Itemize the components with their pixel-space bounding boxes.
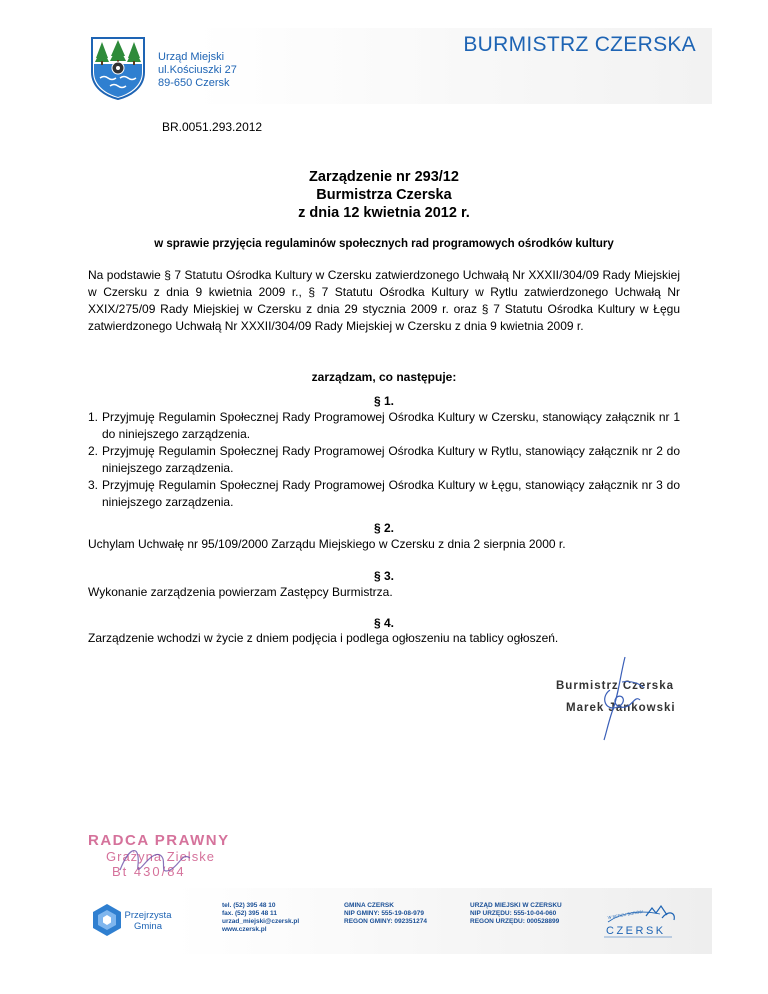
footer-website: www.czersk.pl xyxy=(222,926,267,933)
footer-urzad-nip: NIP URZĘDU: 555-10-04-060 xyxy=(470,910,557,917)
section-4-heading: § 4. xyxy=(373,616,394,630)
list-item xyxy=(88,409,680,443)
czersk-logo-arc: W SERCU BORÓW xyxy=(607,908,644,920)
czersk-logo-icon xyxy=(602,904,682,940)
letterhead-title: BURMISTRZ CZERSKA xyxy=(463,33,696,56)
badge-line-2: Gmina xyxy=(134,921,162,932)
section-1-points xyxy=(88,409,680,511)
footer-fax: fax. (52) 395 48 11 xyxy=(222,910,277,917)
point-number: 1. xyxy=(88,410,99,424)
stamp-signature-icon xyxy=(110,840,200,885)
footer-phone: tel. (52) 395 48 10 xyxy=(222,902,276,909)
section-1-heading: § 1. xyxy=(373,394,394,408)
czersk-logo-text: CZERSK xyxy=(606,925,666,937)
stamp-name: Grażyna Zielske xyxy=(106,849,215,864)
section-3-heading: § 3. xyxy=(373,569,394,583)
transparent-gmina-logo-icon xyxy=(90,902,124,938)
title-line-3: z dnia 12 kwietnia 2012 r. xyxy=(298,205,470,221)
footer-urzad-regon: REGON URZĘDU: 000528899 xyxy=(470,918,560,925)
list-item xyxy=(88,477,680,511)
reference-number: BR.0051.293.2012 xyxy=(162,120,263,134)
section-2-text: Uchylam Uchwałę nr 95/109/2000 Zarządu Miejskiego w Czersku z dnia 2 sierpnia 2000 r. xyxy=(88,537,566,551)
office-street: ul.Kościuszki 27 xyxy=(158,64,237,76)
point-number: 3. xyxy=(88,478,99,492)
section-4-text: Zarządzenie wchodzi w życie z dniem podjęcia i podlega ogłoszeniu na tablicy ogłoszeń. xyxy=(88,631,559,645)
title-line-1: Zarządzenie nr 293/12 xyxy=(309,169,459,185)
office-city: 89-650 Czersk xyxy=(158,77,230,89)
point-text: Przyjmuję Regulamin Społecznej Rady Programowej Ośrodka Kultury w Czersku, stanowiący załącznik nr 1 do niniejszego zarządzenia. xyxy=(102,410,680,441)
section-3-text: Wykonanie zarządzenia powierzam Zastępcy Burmistrza. xyxy=(88,585,393,599)
point-text: Przyjmuję Regulamin Społecznej Rady Programowej Ośrodka Kultury w Rytlu, stanowiący załącznik nr 2 do niniejszego zarządzenia. xyxy=(102,444,680,475)
footer-urzad-name: URZĄD MIEJSKI W CZERSKU xyxy=(470,902,562,909)
transparent-gmina-label xyxy=(120,910,176,932)
footer-gmina-regon: REGON GMINY: 092351274 xyxy=(344,918,427,925)
point-text: Przyjmuję Regulamin Społecznej Rady Programowej Ośrodka Kultury w Łęgu, stanowiący załącznik nr 3 do niniejszego zarządzenia. xyxy=(102,478,680,509)
section-2-heading: § 2. xyxy=(373,521,394,535)
legal-basis: Na podstawie § 7 Statutu Ośrodka Kultury w Czersku zatwierdzonego Uchwałą Nr XXXII/304/09 Rady Miejskiej w Czersku z dnia 9 kwietnia 2009 r., § 7 Statutu Ośrodka Kultury w Rytlu zatwierdzonego Uchwałą Nr XXIX/275/09 Rady Miejskiej w Czersku z dnia 29 stycznia 2009 r. oraz § 7 Statutu Ośrodka Kultury w Łęgu zatwierdzonego Uchwałą Nr XXXII/304/09 Rady Miejskiej w Czersku z dnia 9 kwietnia 2009 r. xyxy=(88,268,680,333)
stamp-number: Bt 430/84 xyxy=(112,864,186,879)
office-address xyxy=(158,51,237,90)
document-subject: w sprawie przyjęcia regulaminów społecznych rad programowych ośrodków kultury xyxy=(154,238,614,250)
document-title xyxy=(88,168,680,222)
footer-contact xyxy=(222,902,299,934)
czersk-crest-icon xyxy=(88,34,148,100)
title-line-2: Burmistrza Czerska xyxy=(316,187,452,203)
stamp-title: RADCA PRAWNY xyxy=(88,832,230,849)
badge-line-1: Przejrzysta xyxy=(124,910,172,921)
signatory-position: Burmistrz Czerska xyxy=(556,680,674,692)
point-number: 2. xyxy=(88,444,99,458)
footer-urzad xyxy=(470,902,562,926)
list-item xyxy=(88,443,680,477)
decree-statement: zarządzam, co następuje: xyxy=(311,370,457,384)
footer-gmina xyxy=(344,902,427,926)
footer-gmina-nip: NIP GMINY: 555-19-08-979 xyxy=(344,910,424,917)
footer-gmina-name: GMINA CZERSK xyxy=(344,902,394,909)
handwritten-signature-icon xyxy=(570,652,670,742)
footer-email: urzad_miejski@czersk.pl xyxy=(222,918,300,925)
office-name: Urząd Miejski xyxy=(158,51,225,63)
signatory-name: Marek Jankowski xyxy=(566,702,676,714)
